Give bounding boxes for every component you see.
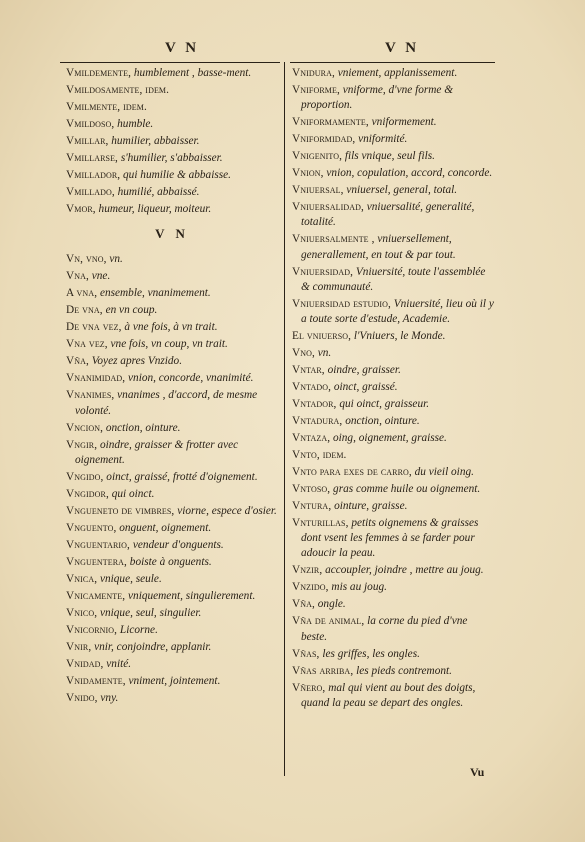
dictionary-entry [66, 606, 278, 621]
entry-headword: Vnicamente, [66, 589, 126, 602]
entry-headword: De vna vez, [66, 321, 122, 334]
section-heading: V N [155, 226, 189, 242]
dictionary-entry [66, 269, 278, 284]
dictionary-entry [292, 297, 496, 327]
entry-headword: Vntador, [292, 398, 337, 411]
entry-headword: Vnir, [66, 640, 92, 653]
entry-translation: vny. [100, 691, 119, 704]
entry-translation: Voyez apres Vnzido. [91, 355, 183, 368]
dictionary-entry [66, 286, 278, 301]
entry-translation: ensemble, vnanimement. [99, 287, 211, 300]
entry-headword: Vnturillas, [292, 517, 349, 530]
entry-headword: Vnicornio, [66, 623, 118, 636]
entry-translation: ongle. [317, 598, 346, 611]
dictionary-entry [66, 202, 278, 217]
entry-headword: Vngidor, [66, 487, 109, 500]
dictionary-entry [66, 134, 278, 149]
column-divider [284, 62, 285, 776]
entry-headword: Vniuersalidad, [292, 201, 364, 214]
dictionary-entry [292, 647, 496, 662]
dictionary-entry [66, 691, 278, 706]
entry-translation: humilier, abbaisser. [111, 135, 200, 147]
entry-translation: humilié, abbaissé. [117, 186, 200, 198]
entry-headword: Vnanimidad, [66, 372, 126, 385]
dictionary-entry [66, 555, 278, 570]
entry-headword: Vmillado, [66, 186, 115, 198]
dictionary-entry [66, 504, 278, 519]
dictionary-entry [292, 380, 496, 395]
entry-translation: les griffes, les ongles. [322, 647, 420, 660]
entry-headword: Vmildoso, [66, 118, 115, 130]
dictionary-entry [66, 657, 278, 672]
entry-translation: vne. [91, 270, 111, 283]
entry-headword: Vnzido, [292, 581, 329, 594]
entry-translation: qui humilie & abbaisse. [123, 169, 231, 181]
dictionary-entry [292, 232, 496, 262]
catchword: Vu [470, 765, 485, 779]
entry-translation: vniuersalité, generalité, totalité. [301, 201, 475, 229]
dictionary-entry [66, 354, 278, 369]
entry-translation: vniuersellement, generallement, en tout & par tout. [301, 233, 456, 261]
entry-headword: Vntar, [292, 364, 325, 377]
entry-headword: Vñero, [292, 681, 326, 694]
dictionary-entry [66, 640, 278, 655]
dictionary-entry [66, 589, 278, 604]
entry-translation: vnité. [106, 657, 132, 670]
entry-headword: Vntado, [292, 381, 332, 394]
dictionary-entry [66, 66, 278, 81]
running-head-right: V N [385, 40, 420, 56]
entry-translation: vnique, seul, singulier. [99, 606, 202, 619]
entry-headword: Vnido, [66, 691, 98, 704]
entry-translation: onguent, oignement. [119, 521, 212, 534]
entry-headword: Vmillador, [66, 169, 121, 181]
dictionary-entry [66, 337, 278, 352]
entry-headword: Vniuersidad, [292, 265, 354, 278]
dictionary-entry [292, 580, 496, 595]
entry-headword: Vmildemente, [66, 67, 132, 79]
entry-translation: s'humilier, s'abbaisser. [120, 152, 223, 164]
dictionary-entry [66, 538, 278, 553]
entry-translation: vniquement, singulierement. [128, 589, 256, 602]
dictionary-entry [66, 320, 278, 335]
entry-translation: vnion, concorde, vnanimité. [128, 372, 254, 385]
entry-headword: Vnion, [292, 167, 324, 180]
dictionary-entry [292, 397, 496, 412]
dictionary-entry [66, 117, 278, 132]
dictionary-entry [292, 614, 496, 644]
dictionary-entry [292, 132, 496, 147]
entry-headword: Vniuersalmente , [292, 233, 375, 246]
dictionary-entry [66, 623, 278, 638]
entry-headword: Vnguentera, [66, 555, 127, 568]
entry-translation: oindre, graisser & frotter avec oignement. [75, 438, 239, 466]
dictionary-entry [292, 431, 496, 446]
entry-headword: Vntadura, [292, 415, 343, 428]
dictionary-entry [292, 448, 496, 463]
entry-translation: vn. [317, 347, 332, 360]
entry-headword: Vnanimes, [66, 389, 115, 402]
dictionary-entry [66, 388, 278, 418]
left-section-entries [66, 252, 278, 706]
right-column [292, 66, 496, 713]
entry-translation: vnir, conjoindre, applanir. [94, 640, 212, 653]
entry-translation: du vieil oing. [414, 466, 474, 479]
entry-headword: Vnica, [66, 572, 98, 585]
entry-headword: Vña, [292, 598, 315, 611]
entry-translation: vnion, copulation, accord, concorde. [326, 167, 493, 180]
entry-translation: vnanimes , d'accord, de mesme volonté. [75, 389, 258, 417]
entry-headword: Vñas arriba, [292, 664, 354, 677]
entry-headword: Vnigenito, [292, 150, 343, 163]
dictionary-entry [66, 303, 278, 318]
entry-translation: en vn coup. [105, 304, 158, 317]
entry-translation: la corne du pied d'vne beste. [301, 615, 468, 643]
entry-translation: accoupler, joindre , mettre au joug. [325, 564, 484, 577]
dictionary-entry [66, 438, 278, 468]
entry-headword: Vntoso, [292, 483, 331, 496]
entry-headword: Vna, [66, 270, 89, 283]
entry-headword: Vniformidad, [292, 133, 356, 146]
dictionary-entry [292, 115, 496, 130]
dictionary-entry [292, 363, 496, 378]
entry-translation: vniformement. [371, 116, 437, 129]
entry-headword: Vmillar, [66, 135, 109, 147]
entry-translation: vniforme, d'vne forme & proportion. [301, 84, 454, 112]
entry-headword: Vntura, [292, 500, 332, 513]
running-head-left: V N [165, 40, 200, 56]
entry-translation: Vniuersité, toute l'assemblée & communauté. [301, 265, 486, 293]
entry-headword: Vn, vno, [66, 253, 107, 266]
left-column [66, 66, 278, 708]
entry-headword: Vno, [292, 347, 315, 360]
entry-headword: Vmildosamente, idem. [66, 84, 170, 96]
entry-headword: Vniforme, [292, 84, 340, 96]
entry-translation: vne fois, vn coup, vn trait. [110, 338, 228, 351]
entry-headword: Vmillarse, [66, 152, 118, 164]
dictionary-entry [66, 572, 278, 587]
entry-translation: oindre, graisser. [327, 364, 401, 377]
entry-headword: Vnidura, [292, 67, 335, 79]
entry-translation: à vne fois, à vn trait. [124, 321, 218, 334]
entry-headword: Vniformamente, [292, 116, 369, 129]
entry-translation: mis au joug. [331, 581, 387, 594]
entry-translation: qui oinct, graisseur. [339, 398, 430, 411]
entry-translation: les pieds contremont. [356, 664, 452, 677]
entry-headword: Vniuersal, [292, 184, 344, 197]
dictionary-entry [292, 414, 496, 429]
entry-translation: vniement, applanissement. [337, 67, 458, 79]
dictionary-entry [66, 185, 278, 200]
dictionary-entry [292, 664, 496, 679]
right-entries [292, 66, 496, 711]
entry-translation: onction, ointure. [345, 415, 420, 428]
dictionary-entry [292, 200, 496, 230]
entry-translation: humble. [117, 118, 154, 130]
entry-headword: Vngueneto de vimbres, [66, 504, 175, 517]
entry-translation: vniformité. [358, 133, 408, 146]
entry-translation: petits oignemens & graisses dont vsent les femmes à se farder pour adoucir la peau. [301, 517, 479, 560]
entry-headword: Vnguento, [66, 521, 117, 534]
dictionary-entry [66, 100, 278, 115]
entry-translation: oinct, graissé. [333, 381, 398, 394]
dictionary-entry [292, 346, 496, 361]
header-rule-right [290, 62, 495, 63]
dictionary-entry [66, 470, 278, 485]
dictionary-entry [292, 149, 496, 164]
dictionary-entry [66, 487, 278, 502]
entry-headword: Vnto para exes de carro, [292, 466, 412, 479]
entry-headword: Vna vez, [66, 338, 108, 351]
dictionary-entry [292, 183, 496, 198]
dictionary-entry [292, 329, 496, 344]
entry-translation: vniment, jointement. [128, 674, 221, 687]
entry-translation: vendeur d'onguents. [132, 538, 224, 551]
entry-headword: De vna, [66, 304, 103, 317]
entry-headword: Vmilmente, idem. [66, 101, 147, 113]
entry-translation: vn. [109, 253, 123, 266]
header-rule-left [60, 62, 280, 63]
entry-translation: boiste à onguents. [129, 555, 212, 568]
entry-headword: A vna, [66, 287, 98, 300]
left-first-entries [66, 66, 278, 217]
entry-headword: Vniuersidad estudio, [292, 297, 391, 310]
dictionary-entry [66, 421, 278, 436]
entry-translation: Vniuersité, lieu où il y a toute sorte d'estude, Academie. [301, 297, 494, 326]
entry-headword: Vmor, [66, 203, 96, 215]
entry-translation: qui oinct. [111, 487, 155, 500]
entry-translation: oinct, graissé, frotté d'oignement. [106, 470, 258, 483]
dictionary-entry [66, 674, 278, 689]
entry-headword: Vngido, [66, 470, 104, 483]
entry-headword: Vnidamente, [66, 674, 126, 687]
entry-headword: Vnico, [66, 606, 98, 619]
dictionary-entry [66, 252, 278, 267]
dictionary-entry [292, 499, 496, 514]
dictionary-entry [292, 166, 496, 181]
entry-translation: vniuersel, general, total. [346, 184, 458, 197]
entry-translation: humblement , basse-ment. [133, 67, 252, 79]
entry-translation: vnique, seule. [99, 572, 162, 585]
entry-headword: Vnidad, [66, 657, 104, 670]
dictionary-entry [292, 563, 496, 578]
dictionary-entry [66, 83, 278, 98]
entry-translation: l'Vniuers, le Monde. [353, 330, 446, 343]
entry-headword: Vncion, [66, 421, 104, 434]
entry-headword: Vnto, idem. [292, 449, 347, 462]
entry-translation: ointure, graisse. [334, 500, 408, 513]
entry-headword: Vnzir, [292, 564, 323, 577]
dictionary-entry [292, 83, 496, 113]
dictionary-entry [292, 597, 496, 612]
dictionary-entry [66, 371, 278, 386]
entry-translation: viorne, espece d'osier. [177, 504, 277, 517]
dictionary-entry [292, 66, 496, 81]
entry-headword: Vnguentario, [66, 538, 130, 551]
entry-translation: Licorne. [119, 623, 158, 636]
dictionary-entry [66, 151, 278, 166]
dictionary-entry [66, 168, 278, 183]
entry-translation: onction, ointure. [105, 421, 181, 434]
entry-translation: fils vnique, seul fils. [344, 150, 435, 163]
entry-translation: humeur, liqueur, moiteur. [98, 203, 212, 215]
dictionary-entry [292, 516, 496, 562]
entry-headword: Vña de animal, [292, 615, 365, 628]
dictionary-entry [66, 521, 278, 536]
entry-headword: Vngir, [66, 438, 98, 451]
entry-headword: Vña, [66, 355, 89, 368]
dictionary-entry [292, 265, 496, 295]
entry-headword: Vñas, [292, 647, 320, 660]
entry-translation: mal qui vient au bout des doigts, quand la peau se depart des ongles. [301, 681, 476, 709]
entry-translation: gras comme huile ou oignement. [333, 483, 481, 496]
entry-translation: oing, oignement, graisse. [332, 432, 447, 445]
entry-headword: El vniuerso, [292, 330, 352, 343]
dictionary-entry [292, 465, 496, 480]
entry-headword: Vntaza, [292, 432, 331, 445]
dictionary-entry [292, 681, 496, 711]
dictionary-entry [292, 482, 496, 497]
